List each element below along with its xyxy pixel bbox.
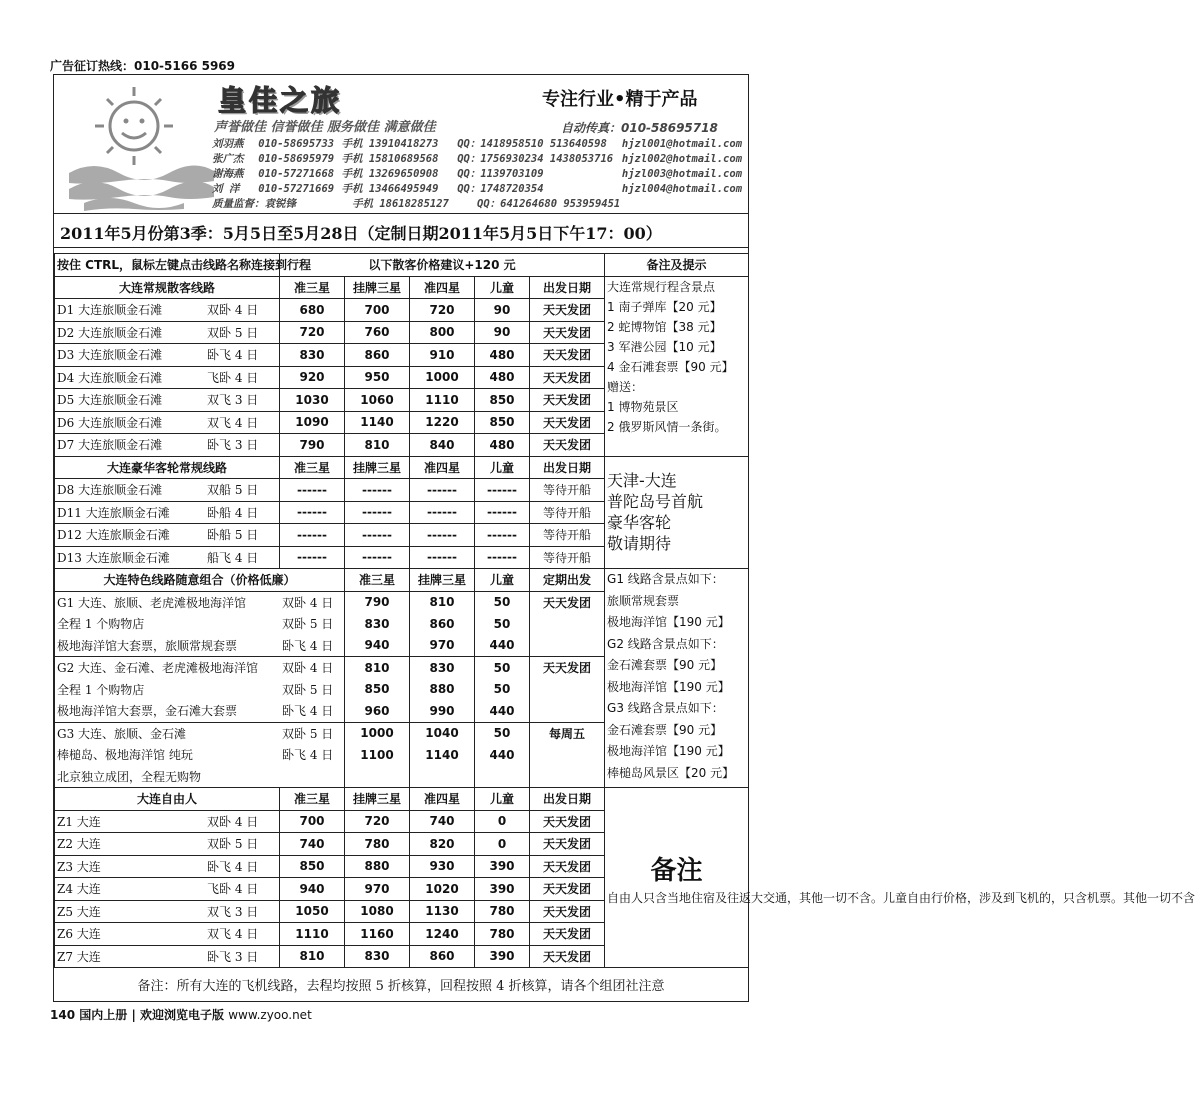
price-cell: 850 [345,679,410,701]
price-cell: 720 [280,321,345,344]
column-header: 准三星 [280,456,345,479]
price-cell: 50 [475,613,530,635]
price-cell: 700 [280,810,345,833]
route-duration: 卧船 5 日 [207,528,259,543]
ad-hotline: 广告征订热线：010-5166 5969 [50,59,236,73]
price-cell: 1080 [345,900,410,923]
route-duration: 双飞 3 日 [207,393,259,408]
route-name[interactable]: D5 大连旅顺金石滩 [57,393,163,408]
route-name[interactable]: D3 大连旅顺金石滩 [57,348,163,363]
route-duration: 双卧 5 日 [207,837,259,852]
price-cell: 1100 [345,744,410,766]
price-cell: 720 [410,299,475,322]
price-cell: 850 [280,855,345,878]
contact-row: 刘羽燕 010-58695733 手机 13910418273 QQ：1418958510 513640598 hjzl001@hotmail.com [212,138,743,150]
price-cell: 1220 [410,411,475,434]
route-cell [55,679,345,701]
note-line: 极地海洋馆【190 元】 [607,615,730,629]
price-cell: 720 [345,810,410,833]
price-cell: 850 [475,389,530,412]
note-line: 金石滩套票【90 元】 [607,722,723,737]
route-cell[interactable] [55,434,280,457]
price-cell: 930 [410,855,475,878]
price-cell: 440 [475,700,530,722]
special-notes [605,569,749,788]
price-cell: 830 [345,613,410,635]
route-cell[interactable] [55,878,280,901]
contacts-list [212,137,742,212]
route-cell [55,766,345,788]
route-name[interactable]: Z3 大连 [57,859,101,874]
route-duration: 双卧 5 日 [207,325,259,340]
route-cell[interactable] [55,389,280,412]
note-line: 普陀岛号首航 [607,492,704,512]
departure-cell: 天天发团 [530,591,605,613]
free-notes [605,788,1195,968]
note-line: 旅顺常规套票 [607,593,680,608]
price-cell: 830 [280,344,345,367]
route-name[interactable]: D8 大连旅顺金石滩 [57,483,163,498]
note-line: 敬请期待 [607,534,672,554]
route-duration: 卧飞 3 日 [207,949,259,964]
divider [54,213,748,214]
departure-cell: 天天发团 [530,945,605,968]
departure-cell [530,766,605,788]
price-cell: 0 [475,810,530,833]
column-header: 出发日期 [530,788,605,811]
route-name[interactable]: D7 大连旅顺金石滩 [57,438,163,453]
price-cell [410,766,475,788]
route-duration: 卧船 4 日 [207,505,259,520]
price-hint: 以下散客价格建议+120 元 [280,254,605,277]
section-name: 国内上册 [79,1008,128,1022]
departure-cell: 天天发团 [530,657,605,679]
departure-cell: 天天发团 [530,900,605,923]
column-header: 出发日期 [530,456,605,479]
price-cell: 1000 [345,722,410,744]
route-name[interactable]: G1 大连、旅顺、老虎滩极地海洋馆 [57,595,247,610]
route-name[interactable]: D13 大连旅顺金石滩 [57,550,170,565]
cruise-notes [605,456,749,569]
route-name: 极地海洋馆大套票，旅顺常规套票 [57,638,238,653]
price-cell: 440 [475,744,530,766]
price-cell: ------ [345,479,410,502]
route-name[interactable]: D2 大连旅顺金石滩 [57,325,163,340]
route-duration: 双卧 5 日 [282,617,334,632]
price-cell: 960 [345,700,410,722]
price-cell: 800 [410,321,475,344]
price-cell: 810 [410,591,475,613]
price-cell: 840 [410,434,475,457]
fax-number: 自动传真：010-58695718 [561,121,718,135]
note-line: 金石滩套票【90 元】 [607,658,723,672]
note-line: 豪华客轮 [607,513,672,533]
price-cell: 1110 [410,389,475,412]
departure-cell: 等待开船 [530,524,605,547]
price-cell: 480 [475,434,530,457]
route-cell[interactable] [55,591,345,613]
section-title-regular: 大连常规散客线路 [55,276,280,299]
route-name: 棒槌岛、极地海洋馆 纯玩 [57,748,193,763]
price-cell: 880 [345,855,410,878]
route-name[interactable]: Z6 大连 [57,927,101,942]
contact-row-supervisor: 质量监督：袁锐锋 手机 18618285127 QQ：641264680 953959451 [212,198,621,210]
route-name[interactable]: Z4 大连 [57,882,101,897]
route-name[interactable]: Z7 大连 [57,949,101,964]
price-cell: 880 [410,679,475,701]
price-cell: ------ [280,546,345,569]
column-header: 准三星 [280,276,345,299]
price-cell: 970 [410,635,475,657]
route-cell[interactable] [55,900,280,923]
contact-row: 刘 洋 010-57271669 手机 13466495949 QQ：1748720354 hjzl004@hotmail.com [212,183,743,195]
note-line: 2 俄罗斯风情一条街。 [607,419,727,434]
price-cell: 1240 [410,923,475,946]
price-cell: 1020 [410,878,475,901]
note-line: 赠送： [607,379,644,394]
route-duration: 双卧 4 日 [207,303,259,318]
price-cell: 760 [345,321,410,344]
route-duration: 飞卧 4 日 [207,882,259,897]
route-name[interactable]: G2 大连、金石滩、老虎滩极地海洋馆 [57,661,259,676]
column-header: 准三星 [280,788,345,811]
column-header: 儿童 [475,456,530,479]
ctrl-hint: 按住 CTRL，鼠标左键点击线路名称连接到行程 [55,254,280,277]
route-cell[interactable] [55,546,280,569]
route-duration: 双卧 4 日 [282,595,334,610]
price-cell: 920 [280,366,345,389]
price-cell: 50 [475,591,530,613]
footer [50,1006,312,1023]
price-cell: ------ [475,524,530,547]
price-cell: 950 [345,366,410,389]
note-line: G2 线路含景点如下： [607,636,724,651]
route-name[interactable]: G3 大连、旅顺、金石滩 [57,726,187,741]
price-cell: 740 [410,810,475,833]
route-duration: 卧飞 4 日 [282,638,334,653]
sun-waves-logo-icon [64,81,214,211]
note-line: 4 金石滩套票【90 元】 [607,359,734,374]
departure-cell: 天天发团 [530,810,605,833]
column-header: 挂牌三星 [410,569,475,592]
departure-cell: 等待开船 [530,501,605,524]
price-cell: 1090 [280,411,345,434]
departure-cell: 天天发团 [530,434,605,457]
regular-notes [605,276,749,456]
price-cell: 790 [345,591,410,613]
route-cell[interactable] [55,657,345,679]
column-header: 准三星 [345,569,410,592]
route-cell [55,635,345,657]
route-duration: 双飞 4 日 [207,415,259,430]
price-cell: 50 [475,679,530,701]
departure-cell [530,635,605,657]
route-cell [55,700,345,722]
section-title-special: 大连特色线路随意组合（价格低廉） [55,569,345,592]
column-header: 挂牌三星 [345,276,410,299]
departure-cell: 天天发团 [530,299,605,322]
route-cell[interactable] [55,344,280,367]
column-header: 定期出发 [530,569,605,592]
route-duration: 双卧 4 日 [207,814,259,829]
price-cell: 1110 [280,923,345,946]
departure-cell: 天天发团 [530,833,605,856]
price-cell: ------ [280,501,345,524]
route-cell[interactable] [55,411,280,434]
note-line: 天津-大连 [607,471,677,491]
price-cell: 1060 [345,389,410,412]
route-duration: 卧飞 4 日 [282,748,334,763]
route-name[interactable]: D11 大连旅顺金石滩 [57,505,170,520]
route-name: 全程 1 个购物店 [57,682,145,697]
note-line: 2 蛇博物馆【38 元】 [607,319,722,334]
departure-cell: 天天发团 [530,878,605,901]
note-line: 极地海洋馆【190 元】 [607,679,730,694]
column-header: 准四星 [410,456,475,479]
route-name[interactable]: Z2 大连 [57,837,101,852]
price-cell: 680 [280,299,345,322]
departure-cell: 天天发团 [530,923,605,946]
price-cell: 970 [345,878,410,901]
slogan-right: 专注行业•精于产品 [542,89,698,110]
price-cell: ------ [345,546,410,569]
route-cell [55,613,345,635]
footer-separator: | [131,1008,136,1022]
price-table [54,253,1195,968]
route-cell[interactable] [55,299,280,322]
column-header: 儿童 [475,276,530,299]
note-line: 3 军港公园【10 元】 [607,339,722,354]
price-cell: 1050 [280,900,345,923]
departure-cell: 天天发团 [530,321,605,344]
price-cell: 90 [475,321,530,344]
departure-cell [530,613,605,635]
price-cell: 740 [280,833,345,856]
price-cell: 1130 [410,900,475,923]
route-cell[interactable] [55,501,280,524]
footer-slogan: 欢迎浏览电子版 [140,1008,225,1022]
contact-row: 谢海燕 010-57271668 手机 13269650908 QQ：1139703109 hjzl003@hotmail.com [212,168,743,180]
route-name[interactable]: D12 大连旅顺金石滩 [57,528,170,543]
price-cell: 480 [475,366,530,389]
column-header: 儿童 [475,569,530,592]
price-cell: ------ [345,501,410,524]
departure-cell: 天天发团 [530,389,605,412]
route-name[interactable]: D6 大连旅顺金石滩 [57,415,163,430]
route-cell[interactable] [55,923,280,946]
route-name[interactable]: Z1 大连 [57,814,101,829]
price-cell: 440 [475,635,530,657]
departure-cell: 天天发团 [530,855,605,878]
note-line: G3 线路含景点如下： [607,701,724,715]
price-cell: ------ [410,546,475,569]
column-header: 准四星 [410,276,475,299]
price-cell: 390 [475,878,530,901]
route-cell[interactable] [55,945,280,968]
route-name[interactable]: D4 大连旅顺金石滩 [57,370,163,385]
price-cell: 480 [475,344,530,367]
route-cell[interactable] [55,366,280,389]
price-cell: ------ [410,524,475,547]
divider [54,247,748,248]
note-line: 极地海洋馆【190 元】 [607,744,730,758]
section-title-cruise: 大连豪华客轮常规线路 [55,456,280,479]
route-cell [55,744,345,766]
price-cell: ------ [410,479,475,502]
note-text: 自由人只含当地住宿及往返大交通，其他一切不含。儿童自由行价格，涉及到飞机的，只含机票。其他一切不含 [607,890,1195,905]
note-line: 棒槌岛风景区【20 元】 [607,765,735,780]
price-cell: ------ [410,501,475,524]
price-cell [345,766,410,788]
note-line: G1 线路含景点如下： [607,572,724,586]
price-cell: ------ [475,479,530,502]
page-frame [53,74,1195,1002]
departure-cell: 天天发团 [530,366,605,389]
price-cell: 860 [410,613,475,635]
departure-cell: 每周五 [530,722,605,744]
route-cell[interactable] [55,833,280,856]
column-header: 挂牌三星 [345,788,410,811]
header [54,75,748,215]
route-cell[interactable] [55,855,280,878]
price-cell: 1160 [345,923,410,946]
route-duration: 双卧 5 日 [282,682,334,697]
price-cell: 910 [410,344,475,367]
price-cell: 780 [345,833,410,856]
price-cell: 810 [280,945,345,968]
route-duration: 双船 5 日 [207,483,259,498]
price-cell: 830 [410,657,475,679]
price-cell: 50 [475,657,530,679]
price-cell: 790 [280,434,345,457]
route-cell[interactable] [55,810,280,833]
departure-cell [530,700,605,722]
price-cell: 990 [410,700,475,722]
column-header: 准四星 [410,788,475,811]
price-cell: ------ [475,501,530,524]
price-cell: 810 [345,657,410,679]
column-header: 挂牌三星 [345,456,410,479]
price-cell: 700 [345,299,410,322]
route-name: 极地海洋馆大套票，金石滩大套票 [57,704,238,719]
price-cell: ------ [280,479,345,502]
route-duration: 卧飞 4 日 [207,859,259,874]
season-title: 2011年5月份第3季：5月5日至5月28日（定制日期2011年5月5日下午17：00） [60,224,662,243]
route-name: 北京独立成团，全程无购物 [57,769,202,784]
price-cell: ------ [280,524,345,547]
route-duration: 双卧 5 日 [282,726,334,741]
price-cell: ------ [345,524,410,547]
price-cell: 390 [475,945,530,968]
price-cell: 850 [475,411,530,434]
price-cell: 830 [345,945,410,968]
price-cell: 940 [345,635,410,657]
price-cell [475,766,530,788]
note-line: 1 博物苑景区 [607,399,679,414]
route-name[interactable]: D1 大连旅顺金石滩 [57,303,163,318]
route-duration: 船飞 4 日 [207,550,259,565]
route-cell[interactable] [55,321,280,344]
price-cell: ------ [475,546,530,569]
route-cell[interactable] [55,524,280,547]
departure-cell [530,679,605,701]
route-name: 全程 1 个购物店 [57,617,145,632]
price-cell: 940 [280,878,345,901]
page-number: 140 [50,1008,76,1022]
route-cell[interactable] [55,722,345,744]
price-cell: 1040 [410,722,475,744]
price-cell: 50 [475,722,530,744]
route-duration: 双卧 4 日 [282,661,334,676]
price-cell: 820 [410,833,475,856]
departure-cell [530,744,605,766]
price-cell: 780 [475,923,530,946]
brand-name: 皇佳之旅 [218,84,343,117]
column-header: 儿童 [475,788,530,811]
route-cell[interactable] [55,479,280,502]
column-header: 出发日期 [530,276,605,299]
departure-cell: 天天发团 [530,411,605,434]
route-duration: 卧飞 4 日 [282,704,334,719]
remarks-header: 备注及提示 [605,254,749,277]
departure-cell: 等待开船 [530,546,605,569]
departure-cell: 天天发团 [530,344,605,367]
route-duration: 双飞 3 日 [207,904,259,919]
price-cell: 860 [410,945,475,968]
price-cell: 0 [475,833,530,856]
price-cell: 390 [475,855,530,878]
route-duration: 双飞 4 日 [207,927,259,942]
price-cell: 1140 [345,411,410,434]
route-duration: 卧飞 3 日 [207,438,259,453]
route-duration: 飞卧 4 日 [207,370,259,385]
route-duration: 卧飞 4 日 [207,348,259,363]
price-cell: 1030 [280,389,345,412]
price-cell: 780 [475,900,530,923]
bottom-note: 备注：所有大连的飞机线路，去程均按照 5 折核算，回程按照 4 折核算，请各个组团社注意 [137,979,665,994]
price-cell: 860 [345,344,410,367]
price-cell: 1000 [410,366,475,389]
route-name[interactable]: Z5 大连 [57,904,101,919]
price-cell: 1140 [410,744,475,766]
price-cell: 90 [475,299,530,322]
website-link[interactable]: www.zyoo.net [228,1008,312,1022]
price-cell: 810 [345,434,410,457]
note-line: 大连常规行程含景点 [607,279,716,294]
slogan: 声誉做佳 信誉做佳 服务做佳 满意做佳 [214,120,436,135]
section-title-free: 大连自由人 [55,788,280,811]
departure-cell: 等待开船 [530,479,605,502]
note-title: 备注 [650,855,703,886]
contact-row: 张广杰 010-58695979 手机 15810689568 QQ：1756930234 1438053716 hjzl002@hotmail.com [212,153,743,165]
note-line: 1 南子弹库【20 元】 [607,299,722,314]
